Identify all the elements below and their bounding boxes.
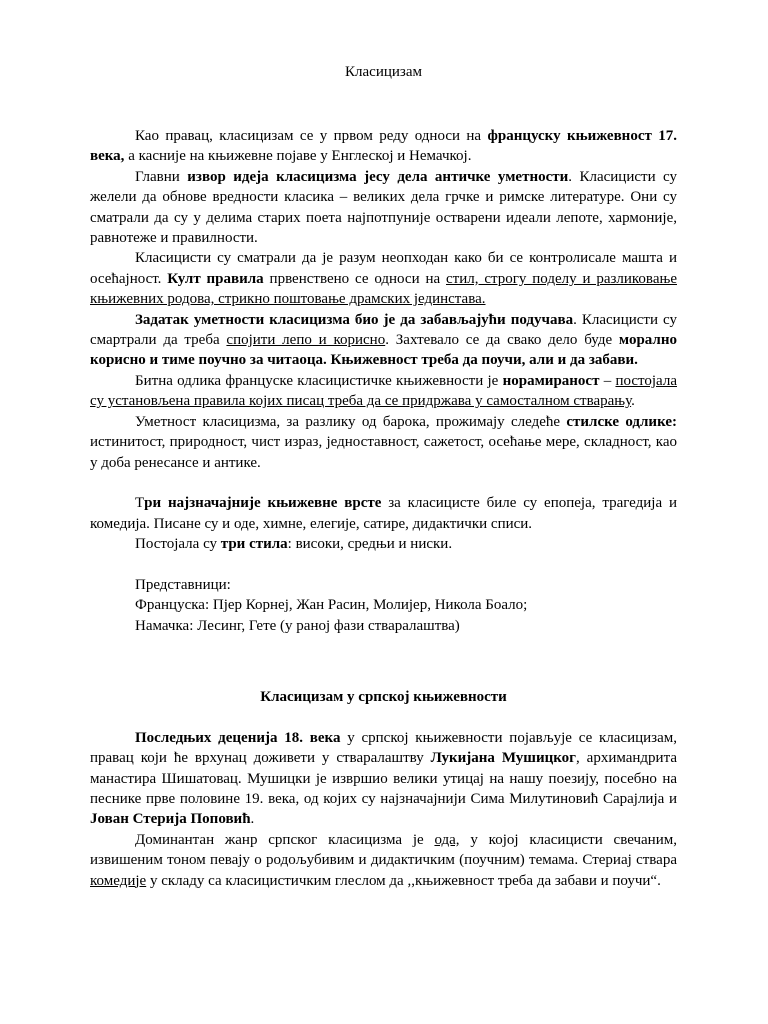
section-heading-serbian: Класицизам у српској књижевности bbox=[260, 688, 507, 705]
representatives-label: Представници: bbox=[135, 576, 231, 593]
spacer bbox=[90, 636, 677, 677]
document-title: Класицизам bbox=[345, 64, 422, 80]
paragraph-normativity: Битна одлика француске класицистичке књижевности је норамираност – постојала су установљена правила којих писац треба да се придржава у самосталном стварању. bbox=[90, 372, 677, 410]
spacer bbox=[90, 555, 677, 575]
paragraph-rules: Класицисти су сматрали да је разум неопходан како би се контролисале машта и осећајност. Култ правила првенствено се односи на стил, строгу поделу и разликовање књижевних родова, стрикно поштовање драмских јединстава. bbox=[90, 250, 677, 308]
paragraph-styles: Постојала су три стила: високи, средњи и ниски. bbox=[135, 536, 453, 553]
document-page bbox=[90, 62, 677, 891]
paragraph-serbian-genre: Доминантан жанр српског класицизма је ода, у којој класицисти свечаним, извишеним тоном певају о родољубивим и дидактичким (поучним) темама. Стериај ствара комедије у складу са класицистичким глеслом да ,,књижевност треба да забави и поучи“. bbox=[90, 831, 677, 889]
paragraph-serbian-intro: Последњих деценија 18. века у српској књижевности појављује се класицизам, правац који ће врхунац доживети у стваралаштву Лукијана Мушицког, архимандрита манастира Шишатовац. Мушицки је извршио велики утицај на нашу поезију, посебно на песнике прве половине 19. века, од којих су најзначајнији Сима Милутиновић Сарајлија и Јован Стерија Поповић. bbox=[90, 729, 677, 828]
paragraph-intro: Као правац, класицизам се у првом реду односи на француску књижевност 17. века, а касније на књижевне појаве у Енглеској и Немачкој. bbox=[90, 128, 677, 165]
paragraph-sources: Главни извор идеја класицизма јесу дела античке уметности. Класицисти су желели да обнове вредности класика – великих дела грчке и римске литературе. Они су сматрали да су у делима старих поета најпотпуније остварени идеали лепоте, хармоније, равнотеже и правилности. bbox=[90, 168, 678, 247]
representatives-french: Француска: Пјер Корнеј, Жан Расин, Молијер, Никола Боало; bbox=[135, 597, 528, 614]
paragraph-genres: Три најзначајније књижевне врсте за класицисте биле су епопеја, трагедија и комедија. Писане су и оде, химне, елегије, сатире, дидактички списи. bbox=[90, 495, 677, 532]
paragraph-task: Задатак уметности класицизма био је да забављајући подучава. Класицисти су смартрали да треба спојити лепо и корисно. Захтевало се да свако дело буде морално корисно и тиме поучно за читаоца. Књижевност треба да поучи, али и да забави. bbox=[90, 311, 677, 369]
spacer bbox=[90, 473, 677, 493]
representatives-german: Намачка: Лесинг, Гете (у раној фази стваралаштва) bbox=[135, 617, 460, 634]
paragraph-style-features: Уметност класицизма, за разлику од барока, прожимају следеће стилске одлике: истинитост, природност, чист израз, једноставност, сажетост, осећање мере, складност, као у доба ренесансе и антике. bbox=[90, 413, 677, 471]
